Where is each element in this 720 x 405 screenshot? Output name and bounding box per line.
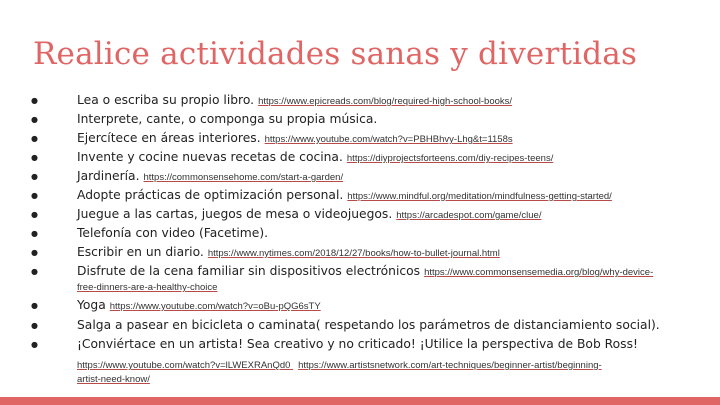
- item-link[interactable]: https://www.epicreads.com/blog/required-high-school-books/: [258, 96, 513, 107]
- bullet-icon: ●: [31, 115, 38, 124]
- item-text: Lea o escriba su propio libro.: [77, 93, 255, 107]
- item-text: Disfrute de la cena familiar sin dispositivos electrónicos: [77, 264, 421, 278]
- item-text: Juegue a las cartas, juegos de mesa o videojuegos.: [77, 207, 393, 221]
- bullet-icon: ●: [31, 248, 38, 257]
- item-text: Salga a pasear en bicicleta o caminata( respetando los parámetros de distanciamiento social).: [77, 318, 660, 332]
- footer-link-line1: [77, 360, 602, 371]
- bullet-icon: ●: [31, 96, 38, 105]
- item-text: Jardinería.: [77, 169, 140, 183]
- item-text: Yoga: [77, 298, 106, 312]
- item-link[interactable]: https://www.nytimes.com/2018/12/27/books/how-to-bullet-journal.html: [207, 248, 500, 259]
- item-link-continued[interactable]: free-dinners-are-a-healthy-choice: [77, 282, 218, 293]
- bullet-icon: ●: [31, 153, 38, 162]
- item-text: Interprete, cante, o componga su propia música.: [77, 112, 378, 126]
- item-link[interactable]: https://arcadespot.com/game/clue/: [396, 210, 542, 221]
- footer-link-artists[interactable]: https://www.artistsnetwork.com/art-techniques/beginner-artist/beginning-: [298, 360, 602, 371]
- slide-title: Realice actividades sanas y divertidas: [33, 36, 638, 72]
- bullet-icon: ●: [31, 267, 38, 276]
- bullet-icon: ●: [31, 301, 38, 310]
- bullet-icon: ●: [31, 321, 38, 330]
- bullet-icon: ●: [31, 172, 38, 181]
- bullet-icon: ●: [31, 210, 38, 219]
- item-link[interactable]: https://www.commonsensemedia.org/blog/why-device-: [424, 267, 654, 278]
- bullet-icon: ●: [31, 191, 38, 200]
- footer-link-youtube[interactable]: https://www.youtube.com/watch?v=lLWEXRAnQd0: [77, 360, 291, 371]
- item-link[interactable]: https://www.youtube.com/watch?v=PBHBhvy-Lhg&t=1158s: [264, 134, 513, 145]
- item-text: Adopte prácticas de optimización personal.: [77, 188, 344, 202]
- item-text: ¡Conviértace en un artista! Sea creativo y no criticado! ¡Utilice la perspectiva de Bob Ross!: [77, 337, 638, 351]
- bullet-icon: ●: [31, 229, 38, 238]
- item-link[interactable]: https://diyprojectsforteens.com/diy-recipes-teens/: [346, 153, 554, 164]
- footer-link-line2[interactable]: artist-need-know/: [77, 374, 150, 385]
- item-link[interactable]: https://commonsensehome.com/start-a-garden/: [143, 172, 344, 183]
- item-text: Escribir en un diario.: [77, 245, 204, 259]
- bullet-icon: ●: [31, 134, 38, 143]
- item-text: Telefonía con video (Facetime).: [77, 226, 269, 240]
- item-link[interactable]: https://www.mindful.org/meditation/mindfulness-getting-started/: [347, 191, 612, 202]
- item-text: Invente y cocine nuevas recetas de cocina.: [77, 150, 343, 164]
- item-link[interactable]: https://www.youtube.com/watch?v=oBu-pQG6sTY: [109, 301, 321, 312]
- bullet-icon: ●: [31, 340, 38, 349]
- item-text: Ejercítece en áreas interiores.: [77, 131, 261, 145]
- footer-accent-bar: [0, 397, 720, 405]
